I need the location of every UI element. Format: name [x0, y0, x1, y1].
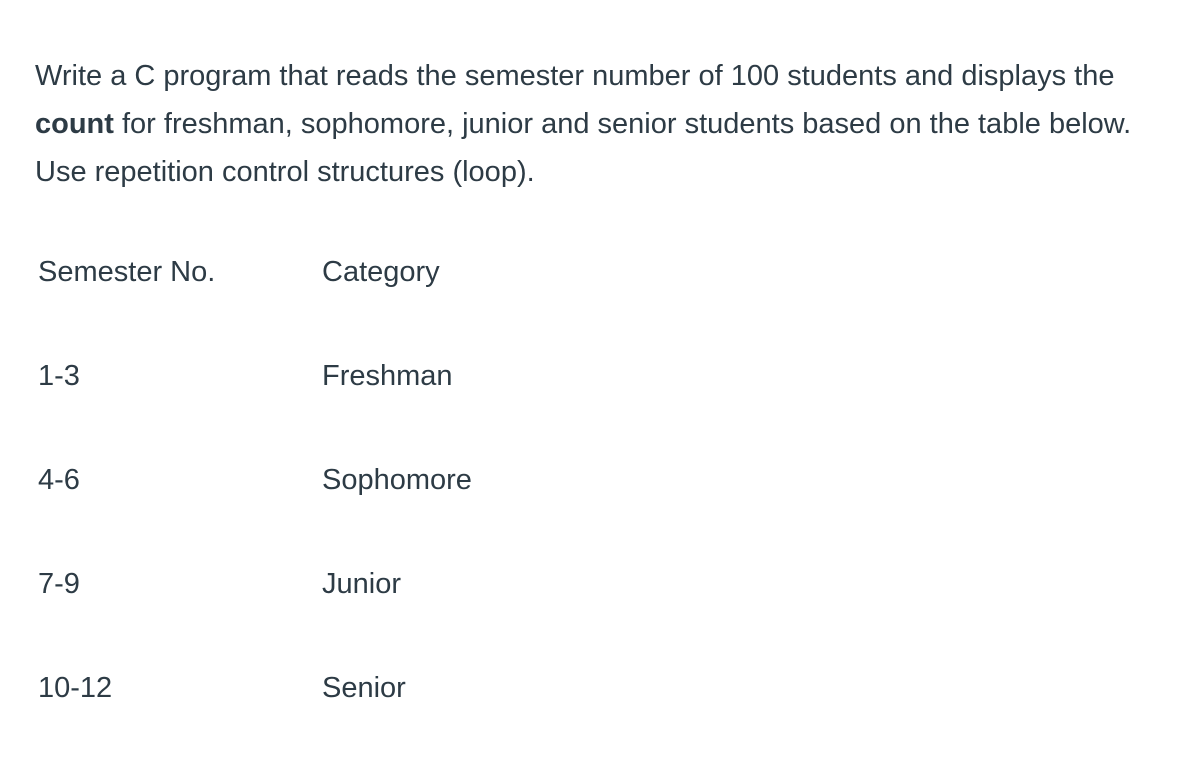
header-semester: Semester No. [38, 256, 216, 288]
header-category: Category [322, 256, 440, 288]
category-cell: Freshman [322, 360, 453, 392]
problem-text-end: for freshman, sophomore, junior and senior students based on the table below. Use repetition control structures (loop). [35, 108, 1132, 188]
problem-text-bold: count [35, 108, 114, 140]
problem-statement [35, 52, 1165, 196]
problem-text-start: Write a C program that reads the semester number of 100 students and displays the [35, 60, 1115, 92]
category-cell: Sophomore [322, 464, 472, 496]
semester-cell: 10-12 [38, 672, 113, 704]
semester-cell: 1-3 [38, 360, 80, 392]
semester-cell: 4-6 [38, 464, 80, 496]
semester-cell: 7-9 [38, 568, 80, 600]
category-cell: Senior [322, 672, 406, 704]
category-cell: Junior [322, 568, 401, 600]
